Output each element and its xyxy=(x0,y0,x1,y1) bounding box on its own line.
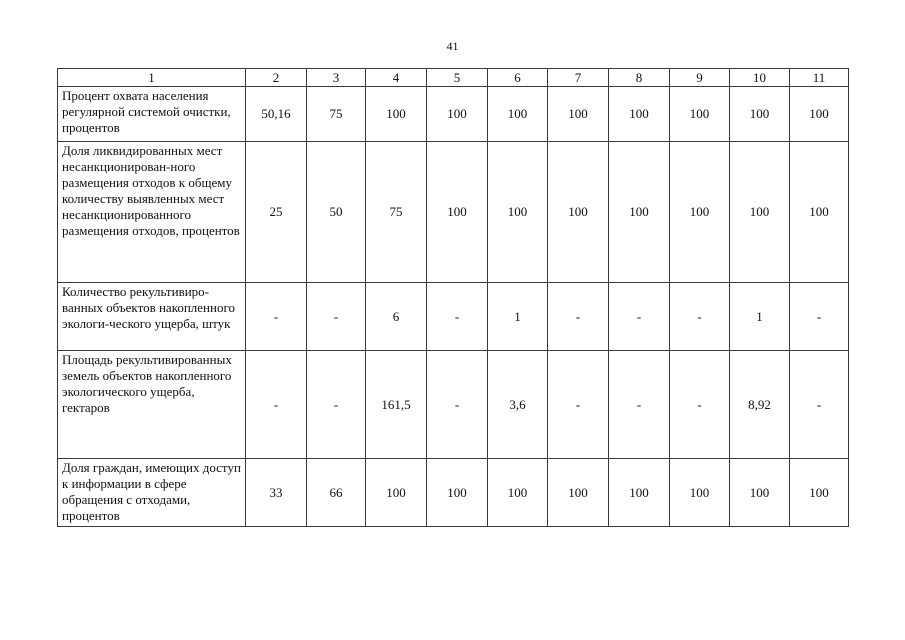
table-cell: 6 xyxy=(366,283,427,351)
table-row xyxy=(58,283,849,351)
table-row xyxy=(58,459,849,527)
table-cell: - xyxy=(548,283,609,351)
table-cell: - xyxy=(427,283,488,351)
table-cell: 1 xyxy=(488,283,548,351)
table-cell: 161,5 xyxy=(366,351,427,459)
table-cell: - xyxy=(246,351,307,459)
column-header: 8 xyxy=(609,69,670,87)
table-cell: - xyxy=(790,283,849,351)
table-cell: 100 xyxy=(366,459,427,527)
table-cell: 100 xyxy=(366,87,427,142)
table-cell: 100 xyxy=(548,142,609,283)
row-label: Количество рекультивиро-ванных объектов накопленного экологи-ческого ущерба, штук xyxy=(58,283,246,351)
table-cell: 100 xyxy=(609,142,670,283)
table-cell: - xyxy=(548,351,609,459)
table-cell: 100 xyxy=(730,87,790,142)
table-cell: - xyxy=(307,351,366,459)
table-header-row xyxy=(58,69,849,87)
table-cell: 100 xyxy=(488,142,548,283)
table-cell: 100 xyxy=(670,87,730,142)
column-header: 11 xyxy=(790,69,849,87)
table-cell: 100 xyxy=(427,142,488,283)
table-cell: 100 xyxy=(670,142,730,283)
table-cell: 100 xyxy=(609,87,670,142)
table-cell: 100 xyxy=(488,87,548,142)
table-cell: 100 xyxy=(488,459,548,527)
table-cell: - xyxy=(246,283,307,351)
page-number: 41 xyxy=(446,39,459,53)
table-cell: 100 xyxy=(427,459,488,527)
table-cell: 100 xyxy=(790,142,849,283)
table-cell: - xyxy=(307,283,366,351)
table-cell: - xyxy=(609,283,670,351)
table-cell: 50,16 xyxy=(246,87,307,142)
row-label: Процент охвата населения регулярной системой очистки, процентов xyxy=(58,87,246,142)
column-header: 5 xyxy=(427,69,488,87)
row-label: Доля ликвидированных мест несанкционирован-ного размещения отходов к общему количеству выявленных мест несанкционированного размещения отходов, процентов xyxy=(58,142,246,283)
indicators-table xyxy=(57,68,849,527)
table-row xyxy=(58,87,849,142)
table-cell: 66 xyxy=(307,459,366,527)
column-header: 1 xyxy=(58,69,246,87)
table-cell: 8,92 xyxy=(730,351,790,459)
table-cell: 25 xyxy=(246,142,307,283)
column-header: 4 xyxy=(366,69,427,87)
table-cell: 100 xyxy=(730,142,790,283)
column-header: 9 xyxy=(670,69,730,87)
row-label: Площадь рекультивированных земель объектов накопленного экологического ущерба, гектаров xyxy=(58,351,246,459)
table-row xyxy=(58,142,849,283)
column-header: 2 xyxy=(246,69,307,87)
table-cell: 100 xyxy=(730,459,790,527)
table-cell: 50 xyxy=(307,142,366,283)
table-cell: 75 xyxy=(307,87,366,142)
table-cell: 100 xyxy=(548,459,609,527)
row-label: Доля граждан, имеющих доступ к информации в сфере обращения с отходами, процентов xyxy=(58,459,246,527)
table-row xyxy=(58,351,849,459)
table-cell: 3,6 xyxy=(488,351,548,459)
column-header: 7 xyxy=(548,69,609,87)
column-header: 3 xyxy=(307,69,366,87)
table-cell: - xyxy=(670,351,730,459)
table-cell: 100 xyxy=(427,87,488,142)
table-cell: 100 xyxy=(609,459,670,527)
table-cell: 33 xyxy=(246,459,307,527)
column-header: 6 xyxy=(488,69,548,87)
table-cell: - xyxy=(790,351,849,459)
column-header: 10 xyxy=(730,69,790,87)
table-cell: - xyxy=(427,351,488,459)
table-cell: 1 xyxy=(730,283,790,351)
table-cell: 100 xyxy=(790,87,849,142)
table-cell: - xyxy=(670,283,730,351)
table-cell: - xyxy=(609,351,670,459)
table-cell: 100 xyxy=(548,87,609,142)
table-cell: 100 xyxy=(670,459,730,527)
table-cell: 75 xyxy=(366,142,427,283)
table-cell: 100 xyxy=(790,459,849,527)
